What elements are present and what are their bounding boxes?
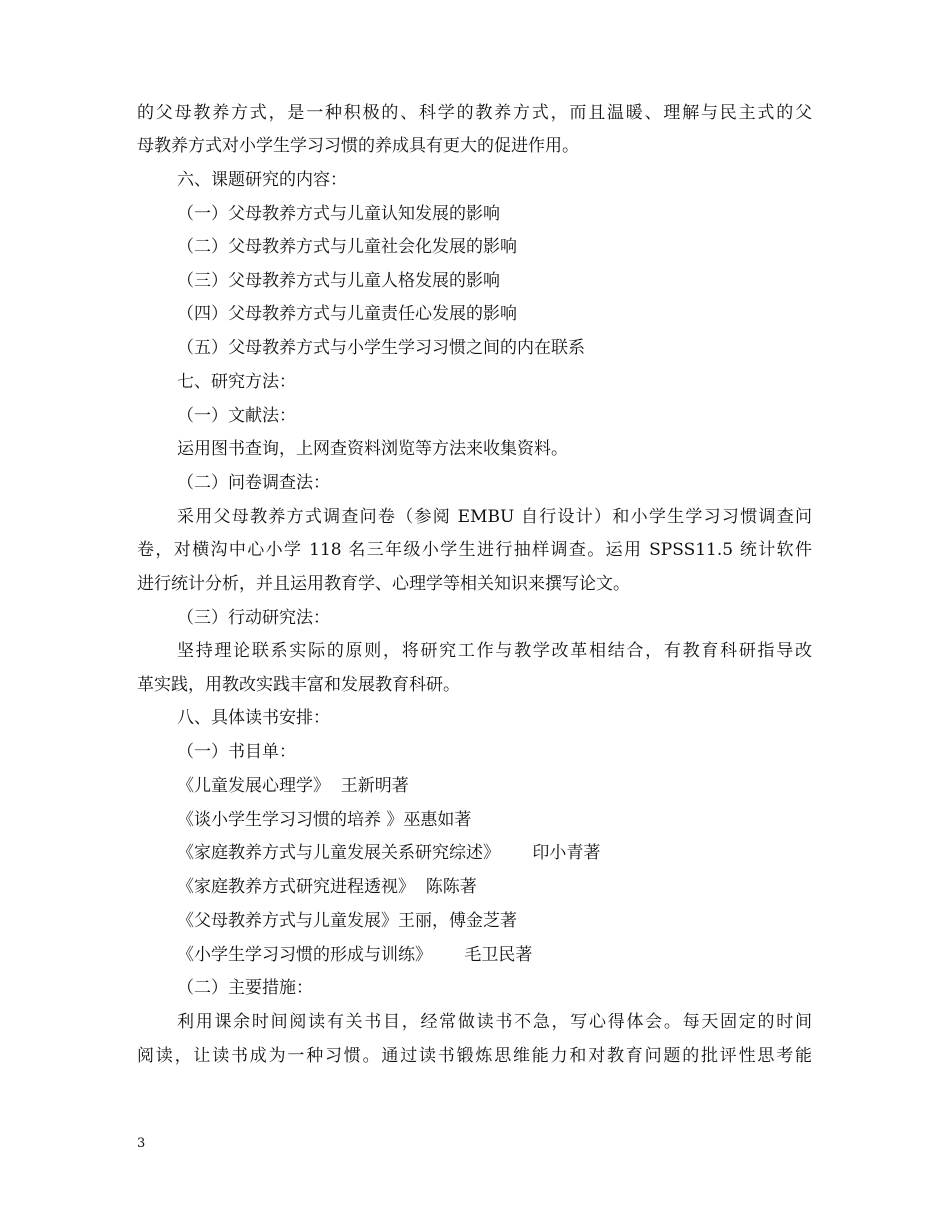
text-line — [0, 231, 950, 264]
text-line — [0, 905, 950, 938]
text-line — [0, 972, 950, 1005]
text-line — [0, 1040, 950, 1073]
text-line-content: （三）行动研究法： — [177, 608, 330, 628]
text-line-content: 《谈小学生学习习惯的培养 》巫惠如著 — [177, 810, 472, 830]
text-line-content: （一）书目单： — [177, 742, 296, 762]
text-line-content: 坚持理论联系实际的原则，将研究工作与教学改革相结合，有教育科研指导改 — [177, 641, 812, 661]
text-line-content: 《家庭教养方式研究进程透视》 陈陈著 — [177, 877, 477, 897]
text-line — [0, 198, 950, 231]
text-line-content: 六、课题研究的内容： — [177, 170, 347, 190]
text-line-content: （一）父母教养方式与儿童认知发展的影响 — [177, 204, 500, 224]
text-line-content: （五）父母教养方式与小学生学习习惯之间的内在联系 — [177, 338, 585, 358]
text-line-content: 革实践，用教改实践丰富和发展教育科研。 — [137, 675, 460, 695]
text-line-content: （二）主要措施： — [177, 978, 313, 998]
text-line — [0, 164, 950, 197]
text-line-content: （三）父母教养方式与儿童人格发展的影响 — [177, 271, 500, 291]
text-line-content: 进行统计分析，并且运用教育学、心理学等相关知识来撰写论文。 — [137, 574, 630, 594]
text-line-content: 阅读，让读书成为一种习惯。通过读书锻炼思维能力和对教育问题的批评性思考能 — [137, 1046, 812, 1066]
text-line — [0, 265, 950, 298]
text-line-content: 采用父母教养方式调查问卷（参阅 EMBU 自行设计）和小学生学习习惯调查问 — [177, 507, 812, 527]
text-line-content: （二）问卷调查法： — [177, 473, 330, 493]
text-line — [0, 837, 950, 870]
text-line-content: 七、研究方法： — [177, 372, 296, 392]
text-line-content: 利用课余时间阅读有关书目，经常做读书不急，写心得体会。每天固定的时间 — [177, 1012, 812, 1032]
text-line — [0, 736, 950, 769]
text-line — [0, 400, 950, 433]
text-line — [0, 130, 950, 163]
text-line — [0, 669, 950, 702]
text-line — [0, 804, 950, 837]
text-line — [0, 501, 950, 534]
text-line — [0, 1006, 950, 1039]
page-number: 3 — [137, 1136, 146, 1151]
text-line-content: 《小学生学习习惯的形成与训练》 毛卫民著 — [177, 945, 533, 965]
text-line-content: 《儿童发展心理学》 王新明著 — [177, 776, 409, 796]
text-line — [0, 298, 950, 331]
text-line-content: 卷，对横沟中心小学 118 名三年级小学生进行抽样调查。运用 SPSS11.5 统计软件 — [137, 540, 812, 560]
text-line — [0, 534, 950, 567]
text-line-content: 的父母教养方式，是一种积极的、科学的教养方式，而且温暖、理解与民主式的父 — [137, 103, 812, 123]
text-line-content: 母教养方式对小学生学习习惯的养成具有更大的促进作用。 — [137, 136, 579, 156]
text-line-content: 运用图书查询，上网查资料浏览等方法来收集资料。 — [177, 439, 568, 459]
text-line — [0, 97, 950, 130]
text-line-content: 《家庭教养方式与儿童发展关系研究综述》 印小青著 — [177, 843, 601, 863]
text-line — [0, 871, 950, 904]
text-line — [0, 568, 950, 601]
text-line-content: （一）文献法： — [177, 406, 296, 426]
text-line — [0, 467, 950, 500]
text-line-content: （四）父母教养方式与儿童责任心发展的影响 — [177, 304, 517, 324]
text-line — [0, 939, 950, 972]
text-line — [0, 602, 950, 635]
text-line — [0, 332, 950, 365]
text-line — [0, 770, 950, 803]
text-line — [0, 433, 950, 466]
text-line-content: 八、具体读书安排： — [177, 708, 330, 728]
text-line-content: （二）父母教养方式与儿童社会化发展的影响 — [177, 237, 517, 257]
text-line — [0, 635, 950, 668]
text-line — [0, 366, 950, 399]
text-line — [0, 702, 950, 735]
text-line-content: 《父母教养方式与儿童发展》王丽，傅金芝著 — [177, 911, 517, 931]
